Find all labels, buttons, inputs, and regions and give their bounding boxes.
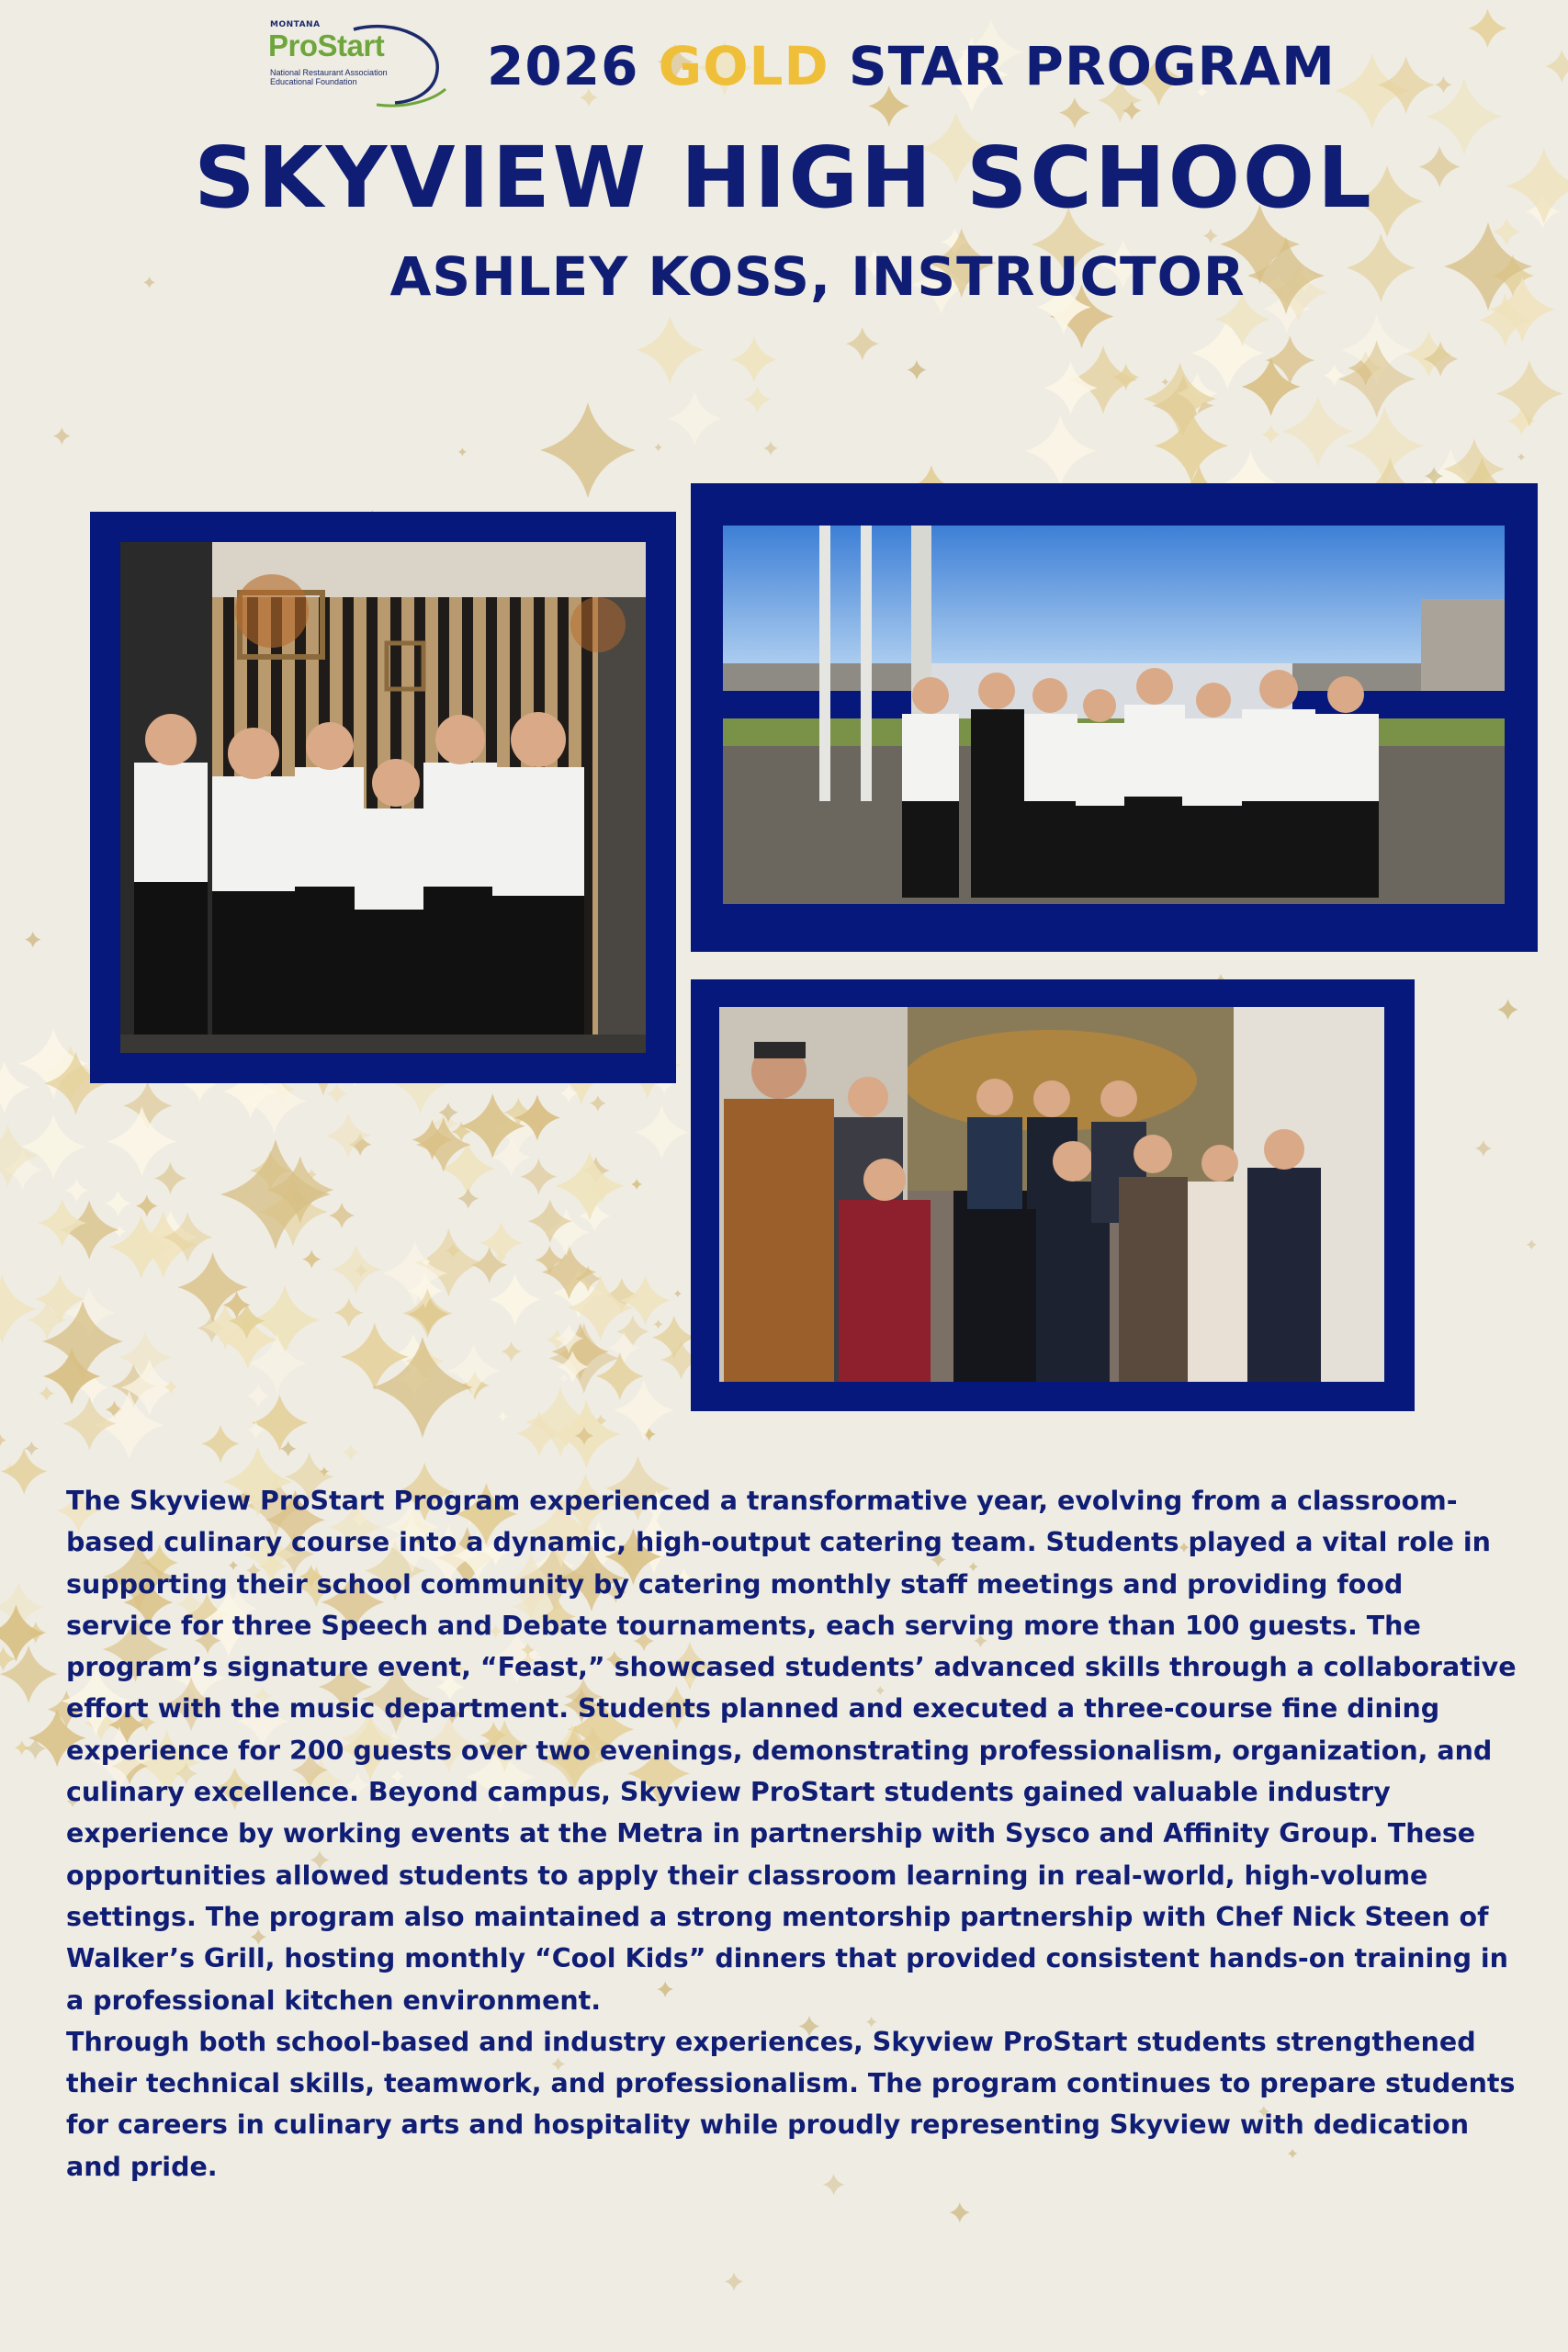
photo-students-backdrop: [120, 542, 646, 1053]
program-description: [66, 1480, 1517, 2188]
star-icon: [0, 1061, 30, 1114]
logo-line2: Educational Foundation: [270, 77, 357, 86]
star-icon: [302, 1250, 321, 1268]
star-icon: [654, 444, 662, 452]
star-icon: [631, 1179, 642, 1190]
star-icon: [950, 2202, 970, 2222]
star-icon: [1282, 395, 1354, 467]
star-icon: [654, 1319, 663, 1329]
star-icon: [0, 1434, 6, 1446]
star-icon: [0, 1274, 37, 1343]
star-icon: [1025, 415, 1097, 487]
star-icon: [114, 1226, 126, 1238]
star-icon: [1495, 360, 1562, 427]
star-icon: [763, 441, 778, 456]
star-icon: [846, 327, 879, 360]
star-icon: [1144, 362, 1217, 435]
star-icon: [136, 1195, 158, 1217]
photo-students-outdoor: [723, 526, 1505, 904]
logo-association: [270, 68, 388, 86]
star-icon: [62, 1396, 116, 1450]
star-icon: [326, 1083, 347, 1104]
star-icon: [635, 1105, 689, 1159]
star-icon: [64, 1179, 88, 1203]
photo-frame-2: [691, 483, 1538, 952]
star-icon: [154, 1162, 186, 1194]
star-icon: [590, 1095, 605, 1111]
program-rest: STAR PROGRAM: [848, 35, 1336, 97]
star-icon: [521, 1159, 557, 1194]
star-icon: [1436, 76, 1452, 93]
program-title: [487, 35, 1336, 97]
star-icon: [25, 1442, 39, 1456]
star-icon: [636, 316, 704, 384]
star-icon: [731, 336, 777, 382]
star-icon: [674, 1290, 682, 1297]
logo-line1: National Restaurant Association: [270, 68, 388, 77]
star-icon: [329, 1203, 355, 1228]
star-icon: [25, 932, 40, 947]
star-icon: [907, 360, 926, 379]
star-icon: [1, 1448, 47, 1494]
star-icon: [1203, 229, 1218, 243]
star-icon: [343, 1444, 360, 1462]
logo-state: MONTANA: [270, 20, 321, 29]
logo-brand: ProStart: [268, 28, 385, 62]
star-icon: [1059, 97, 1090, 129]
star-icon: [540, 402, 636, 498]
star-icon: [53, 427, 71, 445]
star-icon: [1517, 453, 1525, 460]
star-icon: [489, 1273, 540, 1325]
star-icon: [1377, 56, 1435, 114]
star-icon: [246, 1384, 270, 1408]
star-icon: [1161, 379, 1168, 386]
prostart-logo: [266, 20, 455, 107]
star-icon: [1475, 1140, 1492, 1157]
description-paragraph-2: Through both school-based and industry experiences, Skyview ProStart students strengthened their technical skills, teamwork, and professionalism. The program continues to prepare students for careers in culinary arts and hospitality while proudly representing Skyview with dedication and pride.: [66, 2026, 1516, 2182]
program-gold-word: GOLD: [658, 35, 829, 97]
star-icon: [402, 1288, 453, 1339]
description-paragraph-1: The Skyview ProStart Program experienced a transformative year, evolving from a classroom-based culinary course into a dynamic, high-output catering team. Students played a vital role in supporting their school community by catering monthly staff meetings and providing food service for three Speech and Debate tournaments, each serving more than 100 guests. The program’s signature event, “Feast,” showcased students’ advanced skills through a collaborative effort with the music department. Students planned and executed a three-course fine dining experience for 200 guests over two evenings, demonstrating professionalism, organization, and culinary excellence. Beyond campus, Skyview ProStart students gained valuable industry experience by working events at the Metra in partnership with Sysco and Affinity Group. These opportunities allowed students to apply their classroom learning in real-world, high-volume settings. The program also maintained a strong mentorship partnership with Chef Nick Steen of Walker’s Grill, hosting monthly “Cool Kids” dinners that provided consistent hands-on training in a professional kitchen environment.: [66, 1486, 1517, 2016]
star-icon: [667, 391, 721, 446]
photo-frame-3: [691, 979, 1415, 1411]
star-icon: [1468, 9, 1506, 48]
star-icon: [559, 1374, 570, 1384]
star-icon: [498, 1411, 508, 1421]
instructor-name: ASHLEY KOSS, INSTRUCTOR: [389, 245, 1246, 308]
star-icon: [620, 1275, 670, 1325]
star-icon: [0, 1645, 57, 1703]
star-icon: [220, 1139, 331, 1250]
star-icon: [457, 1188, 479, 1209]
star-icon: [331, 1245, 380, 1295]
star-icon: [555, 1151, 624, 1220]
star-icon: [501, 1341, 521, 1362]
star-icon: [1497, 1000, 1518, 1021]
star-icon: [1324, 364, 1346, 386]
star-icon: [1545, 50, 1568, 83]
star-icon: [1527, 1239, 1537, 1250]
program-year: 2026: [487, 35, 639, 97]
photo-chef-with-students: [719, 1007, 1384, 1382]
star-icon: [325, 1113, 370, 1158]
star-icon: [725, 2272, 743, 2290]
star-icon: [280, 1441, 296, 1456]
star-icon: [458, 447, 467, 456]
star-icon: [334, 1298, 363, 1327]
star-icon: [1154, 409, 1228, 483]
star-icon: [743, 386, 771, 413]
star-icon: [201, 1425, 239, 1463]
star-icon: [107, 1106, 176, 1176]
star-icon: [1261, 424, 1280, 444]
photo-frame-1: [90, 512, 676, 1083]
school-name: SKYVIEW HIGH SCHOOL: [194, 129, 1374, 227]
star-icon: [105, 1190, 131, 1216]
star-icon: [39, 1385, 54, 1401]
